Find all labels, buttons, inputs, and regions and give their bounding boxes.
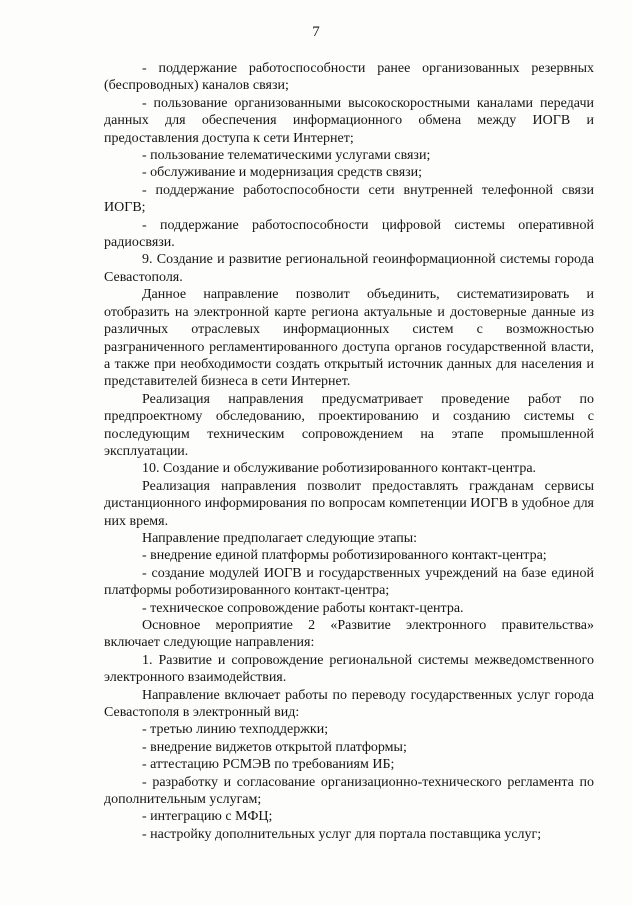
paragraph: Реализация направления предусматривает проведение работ по предпроектному обследованию, проектированию и созданию системы с последующим техническим сопровождением на этапе промышленной эксплуатации. bbox=[104, 391, 594, 459]
paragraph: Реализация направления позволит предоставлять гражданам сервисы дистанционного информирования по вопросам компетенции ИОГВ в удобное для них время. bbox=[104, 478, 594, 529]
paragraph: - внедрение единой платформы роботизированного контакт-центра; bbox=[142, 548, 547, 564]
paragraph: Основное мероприятие 2 «Развитие электронного правительства» включает следующие направления: bbox=[104, 618, 594, 651]
section-heading: 10. Создание и обслуживание роботизированного контакт-центра. bbox=[142, 461, 537, 477]
section-heading: 9. Создание и развитие региональной геоинформационной системы города Севастополя. bbox=[104, 252, 594, 285]
paragraph: Данное направление позволит объединить, систематизировать и отобразить на электронной карте региона актуальные и достоверные данные из различных отраслевых информационных систем с возможностью разграниченного регламентированного доступа органов государственной власти, а также при необходимости создать открытый источник данных для населения и представителей бизнеса в сети Интернет. bbox=[104, 287, 594, 390]
paragraph: - поддержание работоспособности цифровой системы оперативной радиосвязи. bbox=[104, 217, 594, 251]
page-number: 7 bbox=[312, 24, 320, 40]
paragraph: Направление предполагает следующие этапы: bbox=[142, 530, 418, 546]
paragraph: - третью линию техподдержки; bbox=[142, 722, 329, 738]
paragraph: Направление включает работы по переводу государственных услуг города Севастополя в электронный вид: bbox=[104, 687, 594, 721]
paragraph: - обслуживание и модернизация средств связи; bbox=[142, 165, 423, 181]
paragraph: - поддержание работоспособности сети внутренней телефонной связи ИОГВ; bbox=[104, 182, 594, 216]
paragraph: - настройку дополнительных услуг для портала поставщика услуг; bbox=[142, 826, 542, 842]
paragraph: - разработку и согласование организационно-технического регламента по дополнительным услугам; bbox=[104, 774, 594, 808]
paragraph: - техническое сопровождение работы контакт-центра. bbox=[142, 600, 464, 616]
paragraph: - пользование телематическими услугами связи; bbox=[142, 148, 431, 164]
document-body bbox=[104, 60, 594, 843]
section-heading: 1. Развитие и сопровождение региональной системы межведомственного электронного взаимодействия. bbox=[104, 652, 594, 686]
paragraph: - внедрение виджетов открытой платформы; bbox=[142, 739, 407, 755]
paragraph: - поддержание работоспособности ранее организованных резервных (беспроводных) каналов связи; bbox=[104, 61, 594, 94]
paragraph: - пользование организованными высокоскоростными каналами передачи данных для обеспечения информационного обмена между ИОГВ и предоставления доступа к сети Интернет; bbox=[104, 95, 594, 146]
paragraph: - создание модулей ИОГВ и государственных учреждений на базе единой платформы роботизированного контакт-центра; bbox=[104, 565, 594, 599]
paragraph: - аттестацию РСМЭВ по требованиям ИБ; bbox=[142, 757, 395, 773]
paragraph: - интеграцию с МФЦ; bbox=[142, 809, 273, 825]
